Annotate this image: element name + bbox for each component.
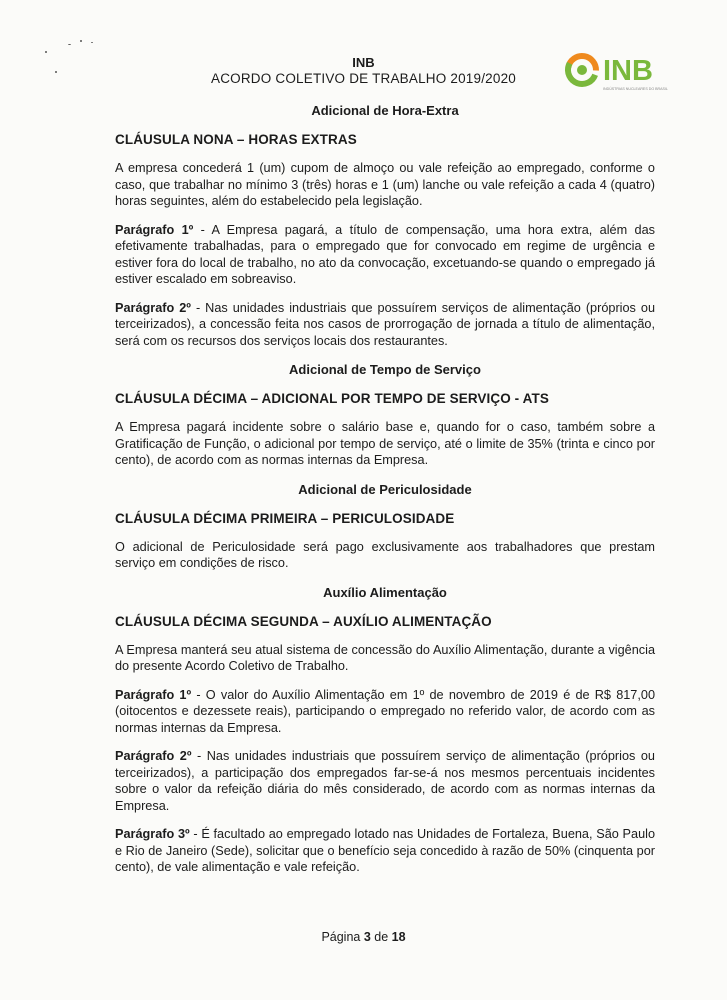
footer-current-page: 3 bbox=[363, 930, 371, 944]
paragraph-label: Parágrafo 1º bbox=[115, 222, 194, 237]
footer-total-pages: 18 bbox=[391, 930, 406, 944]
block-text: A empresa concederá 1 (um) cupom de almoço ou vale refeição ao empregado, conforme o caso, que trabalhar no mínimo 3 (três) horas e 1 (um) lanche ou vale refeição a cada 4 (quatro) horas seguintes, além do estabelecido pela legislação. bbox=[115, 161, 655, 208]
body-paragraph bbox=[115, 419, 655, 469]
section-heading bbox=[115, 103, 655, 119]
paragraph-item bbox=[115, 748, 655, 814]
paragraph-item bbox=[115, 222, 655, 288]
page-footer bbox=[0, 930, 727, 944]
section-heading bbox=[115, 482, 655, 498]
paragraph-item bbox=[115, 826, 655, 876]
block-text: Adicional de Tempo de Serviço bbox=[289, 362, 481, 377]
section-heading bbox=[115, 362, 655, 378]
logo-text: INB bbox=[603, 55, 653, 87]
clause-heading bbox=[115, 131, 655, 148]
body-paragraph bbox=[115, 642, 655, 675]
paragraph-label: Parágrafo 2º bbox=[115, 300, 191, 315]
block-text: - O valor do Auxílio Alimentação em 1º de novembro de 2019 é de R$ 817,00 (oitocentos e dezessete reais), participando o empregado no referido valor, de acordo com as normas internas da Empresa. bbox=[115, 687, 656, 735]
block-text: A Empresa pagará incidente sobre o salário base e, quando for o caso, também sobre a Gratificação de Função, o adicional por tempo de serviço, até o limite de 35% (trinta e cinco por cento), de acordo com as normas internas da Empresa. bbox=[115, 420, 655, 467]
paragraph-item bbox=[115, 687, 655, 737]
scan-speck bbox=[45, 51, 47, 53]
footer-middle: de bbox=[370, 930, 392, 944]
paragraph-label: Parágrafo 3º bbox=[115, 827, 190, 841]
scan-speck bbox=[91, 42, 93, 43]
paragraph-label: Parágrafo 2º bbox=[115, 749, 192, 763]
section-heading bbox=[115, 585, 655, 601]
block-text: Auxílio Alimentação bbox=[323, 584, 447, 600]
scan-speck bbox=[80, 40, 82, 42]
document-body bbox=[115, 103, 655, 876]
paragraph-label: Parágrafo 1º bbox=[115, 687, 192, 702]
block-text: A Empresa manterá seu atual sistema de concessão do Auxílio Alimentação, durante a vigência do presente Acordo Coletivo de Trabalho. bbox=[115, 642, 655, 673]
block-text: - Nas unidades industriais que possuírem serviço de alimentação (próprios ou terceirizados), a participação dos empregados far-se-á nos mesmos percentuais incidentes sobre o valor da refeição diária do mês considerado, de acordo com as normas internas da Empresa. bbox=[115, 749, 655, 813]
paragraph-item bbox=[115, 300, 655, 350]
scan-speck bbox=[68, 44, 71, 45]
block-text: CLÁUSULA NONA – HORAS EXTRAS bbox=[115, 132, 357, 147]
clause-heading bbox=[115, 510, 655, 527]
block-text: Adicional de Periculosidade bbox=[298, 481, 472, 497]
block-text: Adicional de Hora-Extra bbox=[311, 103, 459, 118]
header-org: INB bbox=[352, 55, 375, 70]
body-paragraph bbox=[115, 160, 655, 210]
inb-logo-mark-icon bbox=[563, 49, 673, 93]
header-doc-title: ACORDO COLETIVO DE TRABALHO 2019/2020 bbox=[210, 71, 516, 86]
logo-subtitle: INDÚSTRIAS NUCLEARES DO BRASIL bbox=[603, 87, 668, 91]
block-text: - Nas unidades industriais que possuírem serviços de alimentação (próprios ou terceirizados), a concessão feita nos casos de prorrogação de jornada a título de alimentação, será com os recursos dos serviços locais dos restaurantes. bbox=[115, 300, 656, 348]
block-text: CLÁUSULA DÉCIMA PRIMEIRA – PERICULOSIDADE bbox=[115, 510, 455, 526]
block-text: - É facultado ao empregado lotado nas Unidades de Fortaleza, Buena, São Paulo e Rio de Janeiro (Sede), solicitar que o benefício seja concedido à razão de 50% (cinquenta por cento), de vale alimentação e vale refeição. bbox=[115, 827, 655, 874]
block-text: O adicional de Periculosidade será pago exclusivamente aos trabalhadores que prestam serviço em condições de risco. bbox=[115, 539, 655, 570]
block-text: CLÁUSULA DÉCIMA SEGUNDA – AUXÍLIO ALIMENTAÇÃO bbox=[115, 613, 492, 629]
body-paragraph bbox=[115, 539, 655, 572]
inb-logo bbox=[563, 49, 673, 93]
block-text: CLÁUSULA DÉCIMA – ADICIONAL POR TEMPO DE SERVIÇO - ATS bbox=[115, 391, 549, 406]
clause-heading bbox=[115, 613, 655, 630]
clause-heading bbox=[115, 390, 655, 407]
footer-prefix: Página bbox=[321, 930, 364, 944]
block-text: - A Empresa pagará, a título de compensação, uma hora extra, além das efetivamente trabalhadas, para o empregado que for convocado em regime de urgência e estiver fora do local de trabalho, no ato da convocação, excetuando-se quando o empregado já estiver escalado em sobreaviso. bbox=[115, 222, 655, 286]
